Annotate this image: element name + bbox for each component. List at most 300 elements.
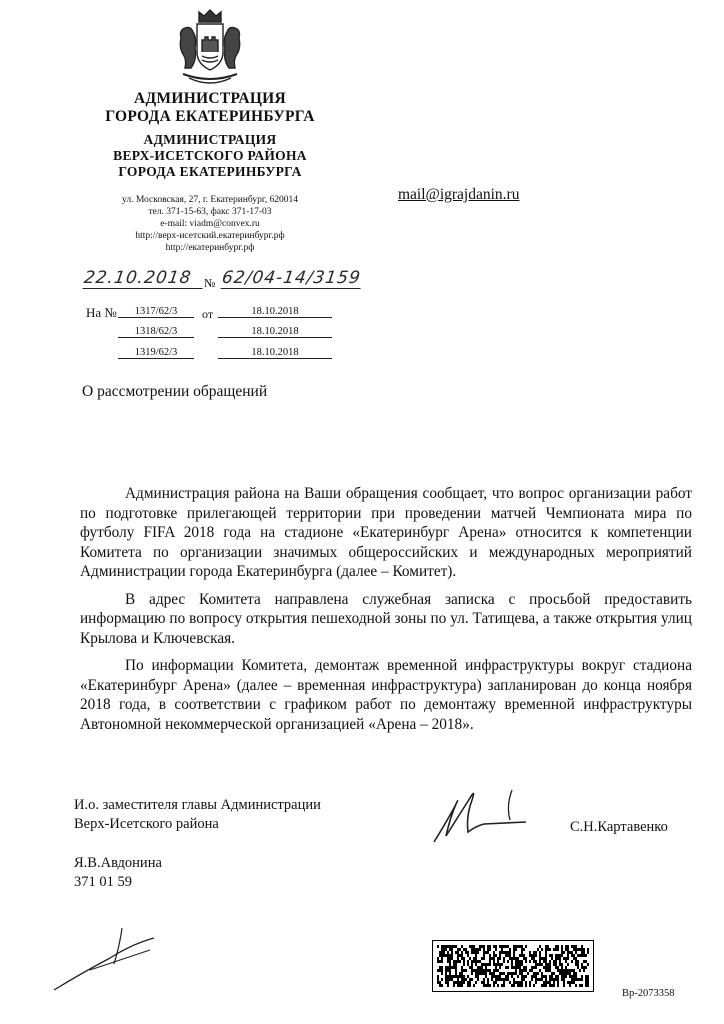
barcode-module [513, 966, 515, 969]
barcode-module [483, 972, 485, 975]
barcode-module [549, 966, 551, 969]
barcode-module [557, 954, 559, 957]
barcode-module [471, 978, 473, 981]
barcode-module [505, 975, 507, 978]
barcode-module [531, 966, 533, 969]
barcode-module [575, 975, 577, 978]
barcode-module [441, 969, 443, 972]
barcode-module [507, 966, 509, 969]
barcode-module [457, 951, 459, 954]
barcode-module [471, 969, 473, 972]
barcode-module [469, 984, 471, 987]
barcode-module [483, 984, 485, 987]
barcode-module [439, 954, 441, 957]
barcode-module [469, 966, 471, 969]
barcode-module [547, 945, 549, 948]
barcode-module [555, 963, 557, 966]
barcode-module [445, 975, 447, 978]
barcode-module [585, 981, 587, 984]
barcode-module [489, 954, 491, 957]
barcode-module [521, 969, 523, 972]
barcode-module [437, 975, 439, 978]
barcode-module [493, 954, 495, 957]
barcode-module [467, 954, 469, 957]
barcode-module [473, 957, 475, 960]
barcode-module [479, 960, 481, 963]
barcode-module [487, 951, 489, 954]
barcode-module [449, 957, 451, 960]
barcode-module [523, 969, 525, 972]
barcode-module [481, 957, 483, 960]
barcode-module [517, 966, 519, 969]
barcode-module [459, 948, 461, 951]
barcode-module [567, 951, 569, 954]
barcode-module [561, 969, 563, 972]
barcode-module [443, 948, 445, 951]
barcode-module [511, 957, 513, 960]
barcode-module [489, 972, 491, 975]
barcode-module [563, 951, 565, 954]
barcode-module [513, 978, 515, 981]
admin-city-title: АДМИНИСТРАЦИЯ [133, 90, 287, 107]
barcode-module [517, 945, 519, 948]
barcode-module [507, 960, 509, 963]
barcode-module [437, 957, 439, 960]
barcode-module [515, 945, 517, 948]
barcode-module [487, 981, 489, 984]
barcode-module [559, 960, 561, 963]
barcode-module [533, 984, 535, 987]
barcode-module [447, 981, 449, 984]
phone-line: тел. 371-15-63, факс 371-17-03 [148, 207, 272, 217]
barcode-module [477, 975, 479, 978]
barcode-module [535, 978, 537, 981]
barcode-module [475, 975, 477, 978]
barcode-module [487, 963, 489, 966]
barcode-module [549, 954, 551, 957]
barcode-module [587, 984, 589, 987]
barcode-module [505, 954, 507, 957]
barcode-module [581, 975, 583, 978]
barcode-module [511, 984, 513, 987]
barcode-module [511, 960, 513, 963]
executor-name: Я.В.Авдонина [74, 855, 162, 871]
barcode-module [447, 954, 449, 957]
barcode-module [579, 984, 581, 987]
barcode-module [447, 957, 449, 960]
body-paragraph-1: Администрация района на Ваши обращения сообщает, что вопрос организации работ по подготовке прилегающей территории при проведении матчей Чемпионата мира по футболу FIFA 2018 года на стадионе «Екатеринбург Арена» относится к компетенции Комитета по организации значимых общероссийских и международных мероприятий Администрации города Екатеринбурга (далее – Комитет). [80, 485, 692, 580]
barcode-module [557, 957, 559, 960]
barcode-module [573, 957, 575, 960]
barcode-module [503, 951, 505, 954]
barcode-module [441, 954, 443, 957]
barcode-module [455, 969, 457, 972]
barcode-module [581, 948, 583, 951]
barcode-module [503, 957, 505, 960]
barcode-module [549, 975, 551, 978]
barcode-module [519, 963, 521, 966]
barcode-module [439, 969, 441, 972]
barcode-module [581, 978, 583, 981]
barcode-module [529, 951, 531, 954]
barcode-module [527, 972, 529, 975]
barcode-module [447, 975, 449, 978]
barcode-module [555, 948, 557, 951]
barcode-module [569, 981, 571, 984]
barcode-module [563, 969, 565, 972]
barcode-module [455, 960, 457, 963]
barcode-module [541, 963, 543, 966]
barcode-module [453, 966, 455, 969]
barcode-module [553, 984, 555, 987]
barcode-module [499, 963, 501, 966]
barcode-module [489, 960, 491, 963]
barcode-module [493, 969, 495, 972]
barcode-module [475, 960, 477, 963]
barcode-module [535, 975, 537, 978]
recipient-email[interactable]: mail@igrajdanin.ru [398, 186, 520, 203]
barcode-module [457, 957, 459, 960]
barcode-module [509, 981, 511, 984]
barcode-module [577, 966, 579, 969]
barcode-module [579, 948, 581, 951]
barcode-module [511, 966, 513, 969]
barcode-module [489, 963, 491, 966]
barcode-module [567, 954, 569, 957]
barcode-module [547, 948, 549, 951]
barcode-module [491, 978, 493, 981]
barcode-module [517, 960, 519, 963]
barcode-module [503, 984, 505, 987]
barcode-module [535, 972, 537, 975]
ref-number-1: 1317/62/3 [118, 306, 194, 318]
barcode-module [571, 981, 573, 984]
barcode-module [555, 978, 557, 981]
barcode-module [501, 984, 503, 987]
barcode-module [495, 978, 497, 981]
barcode-module [571, 969, 573, 972]
barcode-module [449, 978, 451, 981]
barcode-module [457, 975, 459, 978]
barcode-module [573, 975, 575, 978]
barcode-module [439, 966, 441, 969]
barcode-module [483, 954, 485, 957]
ref-number-2: 1318/62/3 [118, 326, 194, 338]
barcode-module [545, 948, 547, 951]
barcode-module [451, 978, 453, 981]
barcode-module [459, 975, 461, 978]
barcode-module [461, 981, 463, 984]
barcode-module [455, 972, 457, 975]
barcode-module [475, 957, 477, 960]
barcode-module [475, 969, 477, 972]
email-line: e-mail: viadm@convex.ru [160, 219, 260, 229]
barcode-module [463, 960, 465, 963]
barcode-module [503, 978, 505, 981]
barcode-module [587, 978, 589, 981]
barcode-module [549, 981, 551, 984]
barcode-module [575, 960, 577, 963]
barcode-module [507, 972, 509, 975]
barcode-module [587, 981, 589, 984]
barcode-module [485, 969, 487, 972]
barcode-module [477, 948, 479, 951]
barcode-module [479, 972, 481, 975]
barcode-module [449, 963, 451, 966]
barcode-module [545, 951, 547, 954]
barcode-module [575, 978, 577, 981]
barcode-module [489, 945, 491, 948]
barcode-module [453, 984, 455, 987]
barcode-module [561, 954, 563, 957]
barcode-module [487, 945, 489, 948]
barcode-module [529, 984, 531, 987]
barcode-module [497, 969, 499, 972]
barcode-module [485, 972, 487, 975]
barcode-module [487, 978, 489, 981]
barcode-module [547, 981, 549, 984]
barcode-module [477, 969, 479, 972]
barcode-module [567, 981, 569, 984]
barcode-module [453, 945, 455, 948]
barcode-module [535, 963, 537, 966]
barcode-module [473, 948, 475, 951]
barcode-module [559, 954, 561, 957]
barcode-module [451, 957, 453, 960]
barcode-module [461, 969, 463, 972]
barcode-module [577, 978, 579, 981]
barcode-module [439, 981, 441, 984]
barcode-module [443, 945, 445, 948]
barcode-module [467, 960, 469, 963]
barcode-module [549, 969, 551, 972]
barcode-module [583, 966, 585, 969]
barcode-module [437, 969, 439, 972]
ref-date-1: 18.10.2018 [218, 306, 332, 318]
barcode-module [437, 978, 439, 981]
barcode-module [485, 951, 487, 954]
barcode-module [531, 954, 533, 957]
barcode-module [575, 972, 577, 975]
barcode-module [555, 945, 557, 948]
barcode-module [441, 948, 443, 951]
barcode-module [535, 960, 537, 963]
barcode-module [571, 945, 573, 948]
barcode-module [565, 966, 567, 969]
barcode-module [535, 954, 537, 957]
barcode-module [567, 948, 569, 951]
barcode-module [577, 948, 579, 951]
barcode-module [525, 966, 527, 969]
barcode-module [447, 969, 449, 972]
barcode-module [495, 966, 497, 969]
barcode-module [551, 972, 553, 975]
barcode-module [571, 951, 573, 954]
barcode-module [463, 957, 465, 960]
barcode-module [559, 963, 561, 966]
barcode-module [569, 975, 571, 978]
barcode-module [579, 978, 581, 981]
barcode-module [493, 963, 495, 966]
barcode-module [485, 975, 487, 978]
barcode-module [523, 975, 525, 978]
barcode-module [467, 963, 469, 966]
barcode-module [513, 948, 515, 951]
barcode-module [447, 951, 449, 954]
barcode-module [441, 951, 443, 954]
barcode-module [495, 981, 497, 984]
barcode-module [549, 948, 551, 951]
barcode-module [497, 984, 499, 987]
barcode-module [495, 975, 497, 978]
letter-body [80, 484, 692, 734]
barcode-module [469, 945, 471, 948]
barcode-module [525, 981, 527, 984]
barcode-module [573, 948, 575, 951]
barcode-module [457, 978, 459, 981]
barcode-module [543, 984, 545, 987]
barcode-module [501, 951, 503, 954]
barcode-module [455, 951, 457, 954]
barcode-module [513, 972, 515, 975]
barcode-module [545, 963, 547, 966]
barcode-module [529, 969, 531, 972]
barcode-module [447, 978, 449, 981]
barcode-module [547, 966, 549, 969]
barcode-module [479, 966, 481, 969]
barcode-module [477, 978, 479, 981]
barcode-module [461, 954, 463, 957]
barcode-module [551, 975, 553, 978]
barcode-module [459, 984, 461, 987]
barcode-module [521, 951, 523, 954]
barcode-module [507, 951, 509, 954]
barcode-module [443, 954, 445, 957]
barcode-module [461, 957, 463, 960]
barcode-module [521, 960, 523, 963]
barcode-module [573, 954, 575, 957]
barcode-module [465, 948, 467, 951]
barcode-module [579, 969, 581, 972]
barcode-module [573, 945, 575, 948]
barcode-module [581, 984, 583, 987]
barcode-module [461, 978, 463, 981]
barcode-module [449, 960, 451, 963]
barcode-module [461, 975, 463, 978]
barcode-module [543, 957, 545, 960]
barcode-module [549, 960, 551, 963]
barcode-module [545, 960, 547, 963]
barcode-module [481, 969, 483, 972]
barcode-module [483, 948, 485, 951]
admin-district-title-3: ГОРОДА ЕКАТЕРИНБУРГА [118, 164, 302, 179]
barcode-module [529, 954, 531, 957]
barcode-module [563, 978, 565, 981]
barcode-module [557, 978, 559, 981]
barcode-module [449, 966, 451, 969]
barcode-module [575, 948, 577, 951]
barcode-module [557, 945, 559, 948]
site-line-2: http://екатеринбург.рф [165, 243, 255, 253]
barcode-module [521, 963, 523, 966]
registration-number: 62/04-14/3159 [220, 268, 363, 288]
barcode-module [565, 945, 567, 948]
barcode-module [449, 954, 451, 957]
barcode-module [481, 972, 483, 975]
barcode-module [543, 960, 545, 963]
barcode-module [545, 969, 547, 972]
barcode-module [533, 966, 535, 969]
barcode-module [581, 963, 583, 966]
barcode-module [569, 969, 571, 972]
barcode-module [533, 951, 535, 954]
barcode-module [463, 978, 465, 981]
address-line: ул. Московская, 27, г. Екатеринбург, 620014 [122, 195, 298, 205]
barcode-module [585, 978, 587, 981]
barcode-module [505, 966, 507, 969]
barcode-module [565, 957, 567, 960]
barcode-module [575, 945, 577, 948]
barcode-module [515, 966, 517, 969]
barcode-module [441, 945, 443, 948]
barcode-module [503, 960, 505, 963]
barcode-module [561, 975, 563, 978]
barcode-module [445, 966, 447, 969]
barcode-module [583, 960, 585, 963]
barcode-module [511, 972, 513, 975]
barcode-module [515, 981, 517, 984]
barcode-module [483, 969, 485, 972]
barcode-module [545, 978, 547, 981]
barcode-module [439, 960, 441, 963]
barcode-module [521, 978, 523, 981]
barcode-module [525, 960, 527, 963]
barcode-module [571, 978, 573, 981]
signer-position-2: Верх-Исетского района [74, 816, 219, 832]
barcode-module [491, 957, 493, 960]
barcode-module [503, 945, 505, 948]
barcode-module [499, 978, 501, 981]
barcode-module [493, 945, 495, 948]
barcode-module [547, 969, 549, 972]
barcode-module [509, 951, 511, 954]
barcode-module [495, 963, 497, 966]
barcode-module [467, 981, 469, 984]
barcode-module [515, 948, 517, 951]
barcode-module [475, 981, 477, 984]
barcode-module [519, 969, 521, 972]
barcode-module [463, 981, 465, 984]
barcode-module [513, 984, 515, 987]
barcode-module [493, 984, 495, 987]
barcode-module [557, 981, 559, 984]
executor-phone: 371 01 59 [74, 874, 132, 890]
barcode-module [441, 984, 443, 987]
barcode-module [521, 981, 523, 984]
barcode-module [485, 966, 487, 969]
barcode-module [441, 978, 443, 981]
barcode-module [461, 972, 463, 975]
barcode-module [541, 978, 543, 981]
barcode-module [555, 966, 557, 969]
barcode-module [449, 948, 451, 951]
barcode-module [477, 960, 479, 963]
barcode-module [471, 966, 473, 969]
barcode-module [437, 981, 439, 984]
barcode-module [545, 966, 547, 969]
barcode-module [585, 954, 587, 957]
barcode-module [497, 960, 499, 963]
